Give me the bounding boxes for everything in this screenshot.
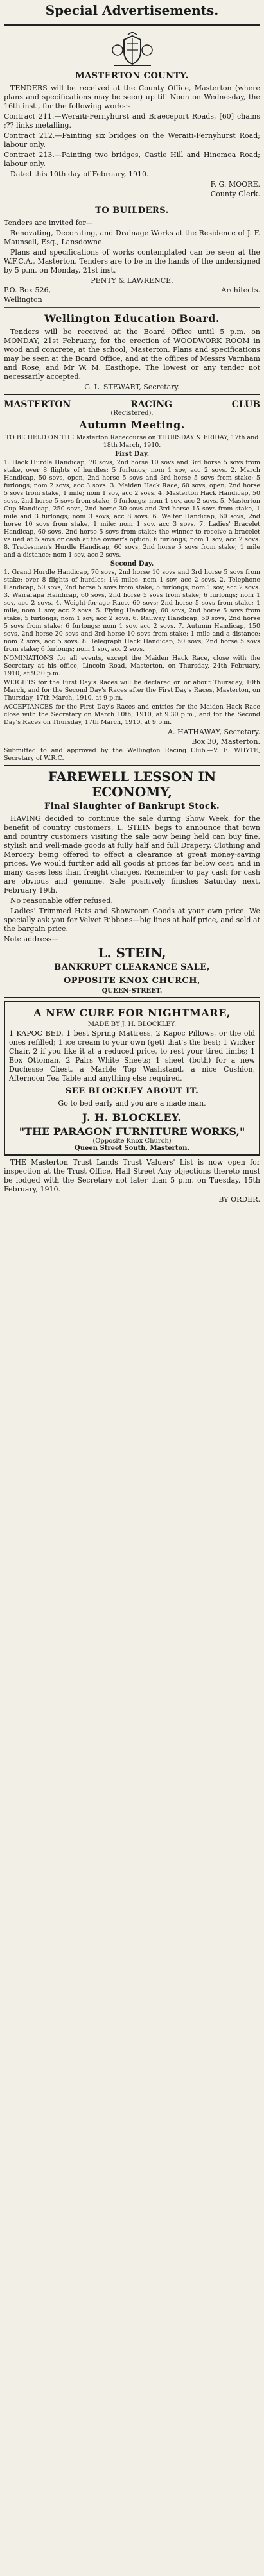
section-heading: MASTERTON COUNTY. (75, 71, 189, 81)
ad-headline: ECONOMY, (91, 784, 173, 800)
po-box: Box 30, Masterton. (191, 737, 260, 746)
section-heading: Wellington Education Board. (44, 312, 220, 324)
contract-item: Contract 213.—Painting two bridges, Castle Hill and Hinemoa Road; labour only. (4, 151, 260, 168)
day-heading: Second Day. (110, 560, 154, 568)
blockley-ad (4, 1001, 260, 1156)
address-label: Note address— (4, 935, 59, 943)
body-text: Ladies' Trimmed Hats and Showroom Goods at your own price. We specially ask you for Velvet Ribbons—big lines at half price, and sold at the bargain price. (4, 907, 260, 933)
acceptances-text: ACCEPTANCES for the First Day's Races and entries for the Maiden Hack Race close with the Secretary on March 10th, 1910, at 9.30 p.m., and for the Second Day's Races on Thursday, 17th March, 1910, at 9 p.m. (4, 703, 260, 726)
divider (4, 307, 260, 308)
made-by: MADE BY J. H. BLOCKLEY. (87, 1021, 177, 1028)
divider (4, 997, 260, 998)
body-text: Go to bed early and you are a made man. (58, 1099, 206, 1107)
weights-text: WEIGHTS for the First Day's Races will be declared on or about Thursday, 10th March, and for the Second Day's Races after the First Day's Races, Masterton, on Thursday, 17th March, 1910, at 9 p.m. (4, 679, 260, 702)
works-name: "THE PARAGON FURNITURE WORKS," (19, 1125, 245, 1138)
race-program: 1. Hack Hurdle Handicap, 70 sovs, 2nd horse 10 sovs and 3rd horse 5 sovs from stake, over 8 flights of hurdles: 5 furlongs; nom 1 sov, acc 2 sovs. 2. March Handicap, 50 sovs, open, 2nd horse 5 sovs and 3rd horse 5 sovs from stake; 5 furlongs; nom 2 sovs, acc 3 sovs. 3. Maiden Hack Race, 60 sovs, open; 2nd horse 5 sovs from stake, 1 mile; nom 1 sov, acc 2 sovs. 4. Masterton Hack Handicap, 50 sovs, 2nd horse 5 sovs from stake, 6 furlongs; nom 1 sov, acc 2 sovs. 5. Masterton Cup Handicap, 250 sovs, 2nd horse 30 sovs and 3rd horse 15 sovs from stake, 1 mile and 3 furlongs; nom 3 sovs, acc 8 sovs. 6. Welter Handicap, 60 sovs, 2nd horse 10 sovs from stake, 1 mile; nom 1 sov, acc 3 sovs. 7. Ladies' Bracelet Handicap, 60 sovs, 2nd horse 5 sovs from stake; the winner to receive a bracelet valued at 5 sovs or cash at the owner's option; 6 furlongs; nom 1 sov, acc 2 sovs. 8. Tradesmen's Hurdle Handicap, 60 sovs, 2nd horse 5 sovs from stake; 1 mile and a distance; nom 1 sov, acc 2 sovs. (4, 459, 260, 559)
day-heading: First Day. (114, 451, 150, 458)
nominations-text: NOMINATIONS for all events, except the Maiden Hack Race, close with the Secretary at his office, Lincoln Road, Masterton, on Thursday, 24th February, 1910, at 9.30 p.m. (4, 655, 260, 677)
merchant-name: J. H. BLOCKLEY. (82, 1111, 182, 1124)
firm-address-row (4, 286, 260, 294)
ad-subheadline: Final Slaughter of Bankrupt Stock. (44, 802, 220, 811)
merchant-name: L. STEIN, (98, 945, 166, 961)
race-program: 1. Grand Hurdle Handicap, 70 sovs, 2nd horse 10 sovs and 3rd horse 5 sovs from stake; over 8 flights of hurdles; 1½ miles; nom 1 sov, acc 2 sovs. 2. Telephone Handicap, 50 sovs, 2nd horse 5 sovs from stake; 5 furlongs; nom 1 sov, acc 2 sovs. 3. Wairarapa Handicap, 60 sovs, 2nd horse 5 sovs from stake; 6 furlongs; nom 1 sov, acc 2 sovs. 4. Weight-for-age Race, 60 sovs; 2nd horse 5 sovs from stake; 1 mile; nom 1 sov, acc 2 sovs. 5. Flying Handicap, 60 sovs, 2nd horse 5 sovs from stake; 5 furlongs; nom 1 sov, acc 2 sovs. 6. Railway Handicap, 50 sovs, 2nd horse 5 sovs from stake; 6 furlongs; nom 1 sov, acc 2 sovs. 7. Autumn Handicap, 150 sovs, 2nd horse 20 sovs and 3rd horse 10 sovs from stake; 1 mile and a distance; nom 2 sovs, acc 5 sovs. 8. Telegraph Hack Handicap, 50 sovs; 2nd horse 5 sovs from stake; 6 furlongs; nom 1 sov, acc 2 sovs. (4, 569, 260, 653)
club-heading-right: CLUB (231, 400, 260, 410)
body-text: Tenders will be received at the Board Office until 5 p.m. on MONDAY, 21st February, for the erection of WOODWORK ROOM in wood and concrete, at the school, Masterton. Plans and specifications may be seen at the Board Office, and at the offices of Messrs Varnham and Rose, and Mr W. M. Easthope. The lowest or any tender not necessarily accepted. (4, 328, 260, 381)
racing-club-ad (4, 398, 260, 762)
coat-of-arms-icon (4, 28, 260, 69)
street: Queen Street South, Masterton. (75, 1145, 189, 1152)
signer-title: County Clerk. (210, 190, 260, 198)
body-text: 1 KAPOC BED, 1 best Spring Mattress, 2 Kapoc Pillows, or the old ones refilled; 1 ice cream to your own (get) that's the best; 1 Wicker Chair, 2 if you like it at a reduced price, to rest your tired limbs; 1 Box Ottoman, 2 Pairs White Sheets; 1 sheet (both) for a new Duchesse Chest, a Marble Top Washstand, a nice Cushion, Afternoon Tea Table and anything else required. (9, 1029, 255, 1082)
meeting-title: Autumn Meeting. (79, 419, 185, 431)
signer-name: F. G. MOORE. (210, 180, 260, 189)
body-text: Renovating, Decorating, and Drainage Works at the Residence of J. F. Maunsell, Esq., Lansdowne. (4, 229, 260, 246)
street: QUEEN-STREET. (101, 988, 163, 995)
firm-box: P.O. Box 526, (4, 286, 51, 294)
ad-headline: A NEW CURE FOR NIGHTMARE, (33, 1007, 231, 1019)
stein-sale-ad (4, 769, 260, 995)
body-text: Plans and specifications of works contemplated can be seen at the W.F.C.A., Masterton. Tenders are to be in the hands of the undersigned by 5 p.m. on Monday, 21st inst. (4, 248, 260, 274)
divider (4, 394, 260, 395)
signer-name: G. L. STEWART, Secretary. (84, 383, 180, 391)
body-text: HAVING decided to continue the sale during Show Week, for the benefit of country customers, L. STEIN begs to announce that town and country customers visiting the sale now being held can buy fine, stylish and well-made goods at fully half and full Drapery, Clothing and Mercery being offered to effect a clearance at great money-saving prices. We would further add all goods at prices far below cost, and in many cases less than freight charges. Remember to pay cash for cash are obvious and genuine. Sale positively finishes Saturday next, February 19th. (4, 814, 260, 895)
callout: SEE BLOCKLEY ABOUT IT. (65, 1086, 199, 1096)
contract-item: Contract 212.—Painting six bridges on the Weraiti-Fernyhurst Road; labour only. (4, 131, 260, 149)
by-order: BY ORDER. (218, 1195, 260, 1204)
location: (Opposite Knox Church) (92, 1138, 172, 1145)
divider (4, 765, 260, 766)
club-heading-left: MASTERTON (4, 400, 71, 410)
body-text: THE Masterton Trust Lands Trust Valuers' List is now open for inspection at the Trust Office, Hall Street Any objections thereto must be lodged with the Secretary not later than 5 p.m. on Tuesday, 15th February, 1910. (4, 1158, 260, 1193)
education-board-ad (4, 310, 260, 391)
trust-lands-notice (4, 1158, 260, 1204)
contract-item: Contract 211.—Weraiti-Fernyhurst and Braeceport Roads, [60] chains ;?? links metalling. (4, 112, 260, 130)
builders-ad (4, 204, 260, 305)
approval-text: Submitted to and approved by the Wellington Racing Club.—V. E. WHYTE, Secretary of W.R.C. (4, 747, 260, 762)
registered-label: (Registered). (110, 410, 154, 417)
body-text: No reasonable offer refused. (10, 897, 113, 905)
masterton-county-ad (4, 28, 260, 198)
ad-headline: FAREWELL LESSON IN (48, 769, 216, 784)
dated-line: Dated this 10th day of February, 1910. (10, 170, 149, 178)
section-heading: TO BUILDERS. (95, 206, 169, 215)
club-heading (4, 398, 260, 410)
secretary-name: A. HATHAWAY, Secretary. (168, 728, 260, 736)
meeting-dates: TO BE HELD ON THE Masterton Racecourse on THURSDAY & FRIDAY, 17th and 18th March, 1910. (5, 434, 259, 449)
body-text: Tenders are invited for— (4, 219, 93, 227)
firm-role: Architects. (221, 286, 260, 294)
body-text: TENDERS will be received at the County Office, Masterton (where plans and specifications may be seen) up till Noon on Wednesday, the 16th inst., for the following works:- (4, 84, 260, 110)
divider (4, 24, 260, 26)
page-title: Special Advertisements. (45, 3, 219, 18)
location: OPPOSITE KNOX CHURCH, (63, 976, 201, 986)
firm-city: Wellington (4, 296, 42, 304)
club-heading-mid: RACING (130, 400, 173, 410)
sale-title: BANKRUPT CLEARANCE SALE, (54, 963, 210, 972)
firm-name: PENTY & LAWRENCE, (91, 276, 173, 285)
